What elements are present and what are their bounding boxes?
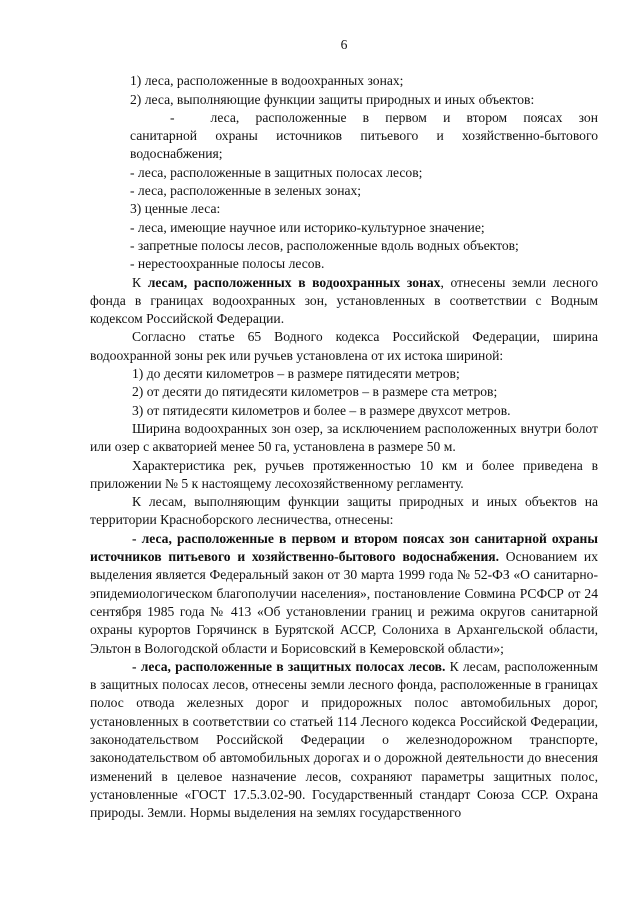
list-item: 3) от пятидесяти километров и более – в размере двухсот метров. [132,402,511,418]
list-item [90,109,598,127]
list-item-continuation: водоснабжения; [130,146,223,162]
paragraph-water-zones: К лесам, расположенных в водоохранных зонах, отнесены земли лесного фонда в границах водоохранных зон, установленных в соответствии с Водным кодексом Российской Федерации. [90,274,598,327]
list-item: 3) ценные леса: [130,201,221,217]
list-item: - леса, расположенные в зеленых зонах; [130,183,362,199]
list-item-continuation: санитарной охраны источников питьевого и хозяйственно-бытового [130,128,598,144]
list-item: 1) леса, расположенные в водоохранных зонах; [130,73,404,89]
list-item: 2) леса, выполняющие функции защиты природных и иных объектов: [130,91,535,107]
list-item: 2) от десяти до пятидесяти километров – в размере ста метров; [132,384,498,400]
list-item: - леса, расположенные в защитных полосах лесов; [130,164,423,180]
paragraph-sanitary-zones: - леса, расположенные в первом и втором поясах зон санитарной охраны источников питьевого и хозяйственно-бытового водоснабжения. Основанием их выделения является Федеральный закон от 30 марта 1999 года № 52-ФЗ «О санитарно-эпидемиологическом благополучии населения», постановление Совмина РСФСР от 24 сентября 1985 года № 413 «Об установлении границ и режима округов санитарной охраны курортов Горячинск в Бурятской АССР, Солониха в Архангельской области, Эльтон в Вологодской области и Борисовский в Кемеровской области»; [90,530,598,656]
list-item: - запретные полосы лесов, расположенные вдоль водных объектов; [130,237,519,253]
list-item: 1) до десяти километров – в размере пятидесяти метров; [132,366,460,382]
list-item: - леса, имеющие научное или историко-культурное значение; [130,219,485,235]
list-item: - нерестоохранные полосы лесов. [130,256,325,272]
dash-marker: - [170,109,175,125]
paragraph: Характеристика рек, ручьев протяженностью 10 км и более приведена в приложении № 5 к настоящему лесохозяйственному регламенту. [90,457,598,491]
paragraph: Ширина водоохранных зон озер, за исключением расположенных внутри болот или озер с акваторией менее 50 га, установлена в размере 50 м. [90,420,598,455]
bold-term: - леса, расположенные в первом и втором поясах зон санитарной охраны источников питьевого и хозяйственно-бытового водоснабжения. [90,530,598,565]
bold-term: - леса, расположенные в защитных полосах лесов. [132,658,446,674]
paragraph-protective-strips: - леса, расположенные в защитных полосах лесов. К лесам, расположенным в защитных полосах лесов, отнесены земли лесного фонда, расположенные в границах полос отвода железных дорог и придорожных полос автомобильных дорог, установленных в соответствии со статьей 114 Лесного кодекса Российской Федерации, законодательством Российской Федерации о железнодорожном транспорте, законодательством об автомобильных дорогах и о дорожной деятельности до внесения изменений в целевое назначение лесов, сохраняют параметры защитных полос, установленные «ГОСТ 17.5.3.02-90. Государственный стандарт Союза ССР. Охрана природы. Земли. Нормы выделения на землях государственного [90,658,598,821]
document-page [90,36,598,822]
paragraph: К лесам, выполняющим функции защиты природных и иных объектов на территории Красноборского лесничества, отнесены: [90,494,598,528]
list-item-text: леса, расположенные в первом и втором поясах зон [210,109,598,125]
page-number: 6 [340,37,348,52]
paragraph: Согласно статье 65 Водного кодекса Российской Федерации, ширина водоохранной зоны рек или ручьев установлена от их истока шириной: [90,329,598,363]
bold-term: лесам, расположенных в водоохранных зонах [147,274,441,290]
